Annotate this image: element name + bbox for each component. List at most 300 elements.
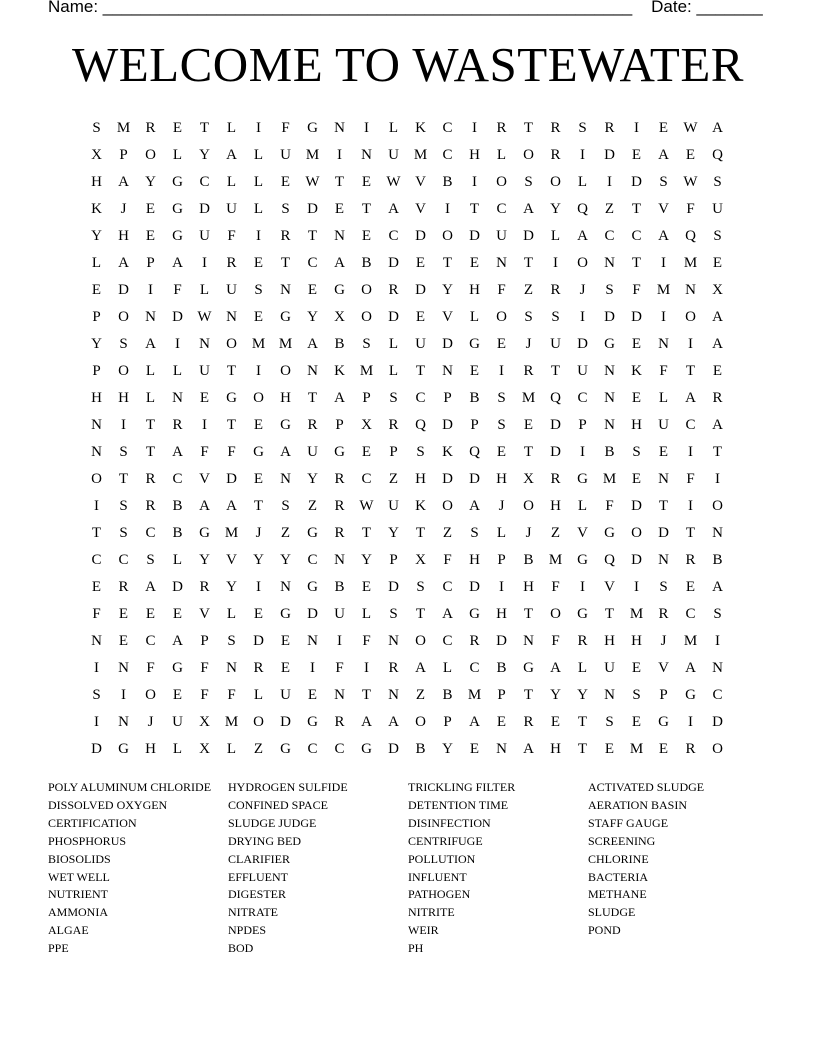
- grid-letter: A: [685, 390, 696, 406]
- grid-letter: O: [712, 498, 723, 514]
- grid-letter: Y: [199, 147, 210, 163]
- grid-letter: D: [415, 228, 426, 244]
- grid-letter: D: [631, 309, 642, 325]
- word-list-item: SLUDGE JUDGE: [228, 815, 317, 830]
- grid-letter: U: [712, 201, 723, 217]
- grid-letter: D: [496, 633, 507, 649]
- grid-letter: R: [658, 606, 669, 622]
- grid-letter: H: [496, 471, 507, 487]
- grid-letter: R: [280, 228, 291, 244]
- grid-letter: D: [91, 741, 102, 757]
- grid-letter: P: [443, 390, 452, 406]
- grid-letter: D: [469, 579, 480, 595]
- grid-letter: T: [469, 201, 480, 217]
- grid-letter: A: [685, 660, 696, 676]
- grid-letter: R: [469, 633, 480, 649]
- grid-letter: U: [334, 606, 345, 622]
- grid-letter: E: [145, 606, 156, 622]
- grid-letter: J: [525, 525, 532, 541]
- grid-letter: O: [253, 390, 264, 406]
- grid-letter: A: [577, 228, 588, 244]
- grid-letter: F: [497, 282, 506, 298]
- grid-letter: N: [685, 282, 696, 298]
- grid-letter: A: [712, 309, 723, 325]
- grid-letter: S: [92, 120, 101, 136]
- grid-letter: C: [388, 228, 399, 244]
- grid-letter: A: [172, 444, 183, 460]
- grid-letter: I: [499, 579, 504, 595]
- word-list-item: DRYING BED: [228, 833, 302, 848]
- grid-letter: R: [685, 741, 696, 757]
- grid-letter: Y: [91, 228, 102, 244]
- grid-letter: L: [226, 741, 237, 757]
- grid-letter: Q: [415, 417, 426, 433]
- grid-letter: S: [389, 390, 398, 406]
- word-list-column: [228, 779, 408, 958]
- grid-letter: P: [497, 687, 506, 703]
- grid-letter: U: [226, 201, 237, 217]
- grid-letter: E: [253, 255, 264, 271]
- grid-letter: N: [496, 255, 507, 271]
- grid-letter: E: [91, 282, 102, 298]
- grid-letter: N: [442, 363, 453, 379]
- grid-letter: V: [415, 201, 426, 217]
- grid-letter: C: [442, 633, 453, 649]
- grid-letter: T: [550, 363, 561, 379]
- grid-letter: G: [361, 741, 372, 757]
- grid-letter: D: [469, 228, 480, 244]
- grid-letter: U: [496, 228, 507, 244]
- grid-letter: M: [278, 336, 293, 352]
- word-list-item: DIGESTER: [228, 887, 286, 902]
- grid-letter: R: [226, 255, 237, 271]
- grid-letter: S: [119, 444, 128, 460]
- grid-letter: I: [688, 444, 693, 460]
- grid-letter: D: [577, 336, 588, 352]
- grid-letter: L: [172, 552, 183, 568]
- grid-letter: E: [280, 174, 291, 190]
- grid-letter: C: [496, 201, 507, 217]
- grid-letter: C: [361, 471, 372, 487]
- grid-letter: N: [91, 633, 102, 649]
- grid-letter: R: [307, 417, 318, 433]
- grid-letter: S: [578, 120, 587, 136]
- grid-letter: E: [631, 390, 642, 406]
- grid-letter: T: [712, 444, 723, 460]
- grid-letter: E: [631, 471, 642, 487]
- grid-letter: D: [604, 309, 615, 325]
- grid-letter: A: [712, 579, 723, 595]
- grid-letter: G: [280, 606, 291, 622]
- grid-letter: I: [661, 255, 666, 271]
- grid-letter: P: [497, 552, 506, 568]
- grid-letter: F: [146, 660, 155, 676]
- grid-letter: I: [202, 417, 207, 433]
- grid-letter: E: [280, 660, 291, 676]
- grid-letter: R: [550, 471, 561, 487]
- grid-letter: E: [145, 201, 156, 217]
- grid-letter: W: [197, 309, 212, 325]
- grid-letter: Z: [550, 525, 561, 541]
- grid-letter: O: [442, 498, 453, 514]
- grid-letter: O: [415, 633, 426, 649]
- grid-letter: A: [469, 714, 480, 730]
- grid-letter: A: [334, 390, 345, 406]
- grid-letter: N: [388, 687, 399, 703]
- grid-letter: H: [631, 633, 642, 649]
- grid-letter: O: [442, 228, 453, 244]
- grid-letter: A: [307, 336, 318, 352]
- grid-letter: N: [604, 255, 615, 271]
- grid-letter: W: [683, 120, 698, 136]
- grid-letter: Y: [145, 174, 156, 190]
- grid-letter: G: [469, 336, 480, 352]
- grid-letter: M: [521, 390, 536, 406]
- grid-letter: E: [631, 714, 642, 730]
- grid-letter: L: [388, 363, 399, 379]
- grid-letter: V: [226, 552, 237, 568]
- grid-letter: P: [200, 633, 209, 649]
- grid-letter: L: [172, 363, 183, 379]
- grid-letter: G: [199, 525, 210, 541]
- grid-letter: I: [607, 174, 612, 190]
- grid-letter: S: [524, 174, 533, 190]
- word-list-item: EFFLUENT: [228, 869, 288, 884]
- grid-letter: E: [631, 660, 642, 676]
- grid-letter: E: [199, 390, 210, 406]
- grid-letter: O: [685, 309, 696, 325]
- grid-letter: G: [307, 120, 318, 136]
- grid-letter: T: [91, 525, 102, 541]
- grid-letter: C: [577, 390, 588, 406]
- grid-letter: Z: [307, 498, 318, 514]
- grid-letter: C: [442, 147, 453, 163]
- grid-letter: N: [118, 714, 129, 730]
- grid-letter: N: [172, 390, 183, 406]
- grid-letter: Z: [388, 471, 399, 487]
- grid-letter: A: [415, 660, 426, 676]
- grid-letter: S: [551, 309, 560, 325]
- grid-letter: I: [580, 147, 585, 163]
- grid-letter: A: [226, 498, 237, 514]
- grid-letter: F: [686, 201, 695, 217]
- grid-letter: E: [550, 714, 561, 730]
- grid-letter: C: [145, 525, 156, 541]
- grid-letter: A: [334, 255, 345, 271]
- grid-letter: G: [604, 336, 615, 352]
- grid-letter: T: [361, 687, 372, 703]
- grid-letter: T: [415, 363, 426, 379]
- word-list-item: NPDES: [228, 923, 267, 938]
- grid-letter: Z: [442, 525, 453, 541]
- word-list-item: HYDROGEN SULFIDE: [228, 780, 348, 794]
- grid-letter: R: [172, 417, 183, 433]
- grid-letter: S: [281, 498, 290, 514]
- word-list-item: METHANE: [588, 887, 647, 902]
- grid-letter: T: [523, 255, 534, 271]
- grid-letter: H: [604, 633, 615, 649]
- grid-letter: Q: [712, 147, 723, 163]
- grid-letter: T: [307, 228, 318, 244]
- word-list-item: NITRATE: [228, 905, 278, 920]
- grid-letter: Y: [361, 552, 372, 568]
- grid-letter: S: [146, 552, 155, 568]
- grid-letter: F: [173, 282, 182, 298]
- grid-letter: I: [580, 579, 585, 595]
- grid-letter: P: [146, 255, 155, 271]
- grid-letter: L: [388, 336, 399, 352]
- grid-letter: T: [280, 255, 291, 271]
- grid-letter: L: [226, 120, 237, 136]
- grid-letter: E: [118, 633, 129, 649]
- grid-letter: N: [604, 417, 615, 433]
- grid-letter: G: [253, 444, 264, 460]
- grid-letter: I: [472, 174, 477, 190]
- grid-letter: L: [361, 606, 372, 622]
- grid-letter: N: [226, 309, 237, 325]
- grid-letter: C: [307, 741, 318, 757]
- grid-letter: I: [553, 255, 558, 271]
- grid-letter: D: [523, 228, 534, 244]
- grid-letter: J: [255, 525, 262, 541]
- grid-letter: U: [550, 336, 561, 352]
- grid-letter: G: [577, 552, 588, 568]
- grid-letter: W: [386, 174, 401, 190]
- grid-letter: D: [172, 309, 183, 325]
- grid-letter: J: [525, 336, 532, 352]
- grid-letter: T: [685, 363, 696, 379]
- grid-letter: H: [469, 147, 480, 163]
- grid-letter: D: [442, 336, 453, 352]
- grid-letter: M: [467, 687, 482, 703]
- grid-letter: T: [253, 498, 264, 514]
- grid-letter: E: [631, 336, 642, 352]
- word-list-item: TRICKLING FILTER: [408, 780, 516, 794]
- grid-letter: I: [688, 714, 693, 730]
- grid-letter: O: [523, 498, 534, 514]
- word-list-item: POND: [588, 923, 621, 938]
- grid-letter: D: [550, 444, 561, 460]
- grid-letter: K: [442, 444, 453, 460]
- grid-letter: G: [685, 687, 696, 703]
- grid-letter: A: [226, 147, 237, 163]
- grid-letter: F: [281, 120, 290, 136]
- grid-letter: N: [604, 363, 615, 379]
- grid-letter: R: [145, 471, 156, 487]
- grid-letter: X: [361, 417, 372, 433]
- grid-letter: O: [361, 309, 372, 325]
- grid-letter: X: [712, 282, 723, 298]
- grid-letter: L: [226, 174, 237, 190]
- grid-letter: D: [415, 282, 426, 298]
- grid-letter: D: [388, 579, 399, 595]
- grid-letter: M: [413, 147, 428, 163]
- grid-letter: N: [658, 336, 669, 352]
- grid-letter: D: [388, 309, 399, 325]
- grid-letter: D: [388, 741, 399, 757]
- grid-letter: I: [94, 498, 99, 514]
- grid-letter: L: [496, 147, 507, 163]
- grid-letter: I: [580, 309, 585, 325]
- grid-letter: R: [496, 120, 507, 136]
- grid-letter: D: [631, 498, 642, 514]
- grid-letter: N: [604, 390, 615, 406]
- word-list-item: PPE: [48, 941, 69, 956]
- grid-letter: C: [712, 687, 723, 703]
- grid-letter: U: [199, 363, 210, 379]
- grid-letter: V: [577, 525, 588, 541]
- grid-letter: A: [712, 336, 723, 352]
- word-list-column: [48, 779, 228, 958]
- grid-letter: R: [523, 714, 534, 730]
- grid-letter: N: [226, 660, 237, 676]
- grid-letter: G: [577, 471, 588, 487]
- grid-letter: U: [577, 363, 588, 379]
- grid-letter: F: [227, 444, 236, 460]
- grid-letter: C: [307, 552, 318, 568]
- grid-letter: U: [388, 498, 399, 514]
- grid-letter: I: [148, 282, 153, 298]
- grid-letter: E: [361, 228, 372, 244]
- grid-letter: P: [362, 390, 371, 406]
- grid-letter: S: [362, 336, 371, 352]
- grid-letter: U: [658, 417, 669, 433]
- grid-letter: Y: [253, 552, 264, 568]
- grid-letter: A: [523, 741, 534, 757]
- grid-letter: E: [496, 714, 507, 730]
- grid-letter: M: [224, 714, 239, 730]
- grid-letter: E: [658, 444, 669, 460]
- grid-letter: G: [334, 444, 345, 460]
- grid-letter: L: [226, 606, 237, 622]
- grid-letter: G: [280, 417, 291, 433]
- grid-letter: T: [658, 498, 669, 514]
- grid-letter: O: [91, 471, 102, 487]
- grid-letter: I: [688, 498, 693, 514]
- grid-letter: S: [659, 579, 668, 595]
- grid-letter: S: [416, 444, 425, 460]
- grid-letter: D: [307, 606, 318, 622]
- grid-letter: A: [145, 579, 156, 595]
- grid-letter: S: [713, 228, 722, 244]
- grid-letter: I: [688, 336, 693, 352]
- grid-letter: O: [496, 309, 507, 325]
- grid-letter: R: [199, 579, 210, 595]
- grid-letter: O: [577, 255, 588, 271]
- grid-letter: M: [683, 255, 698, 271]
- grid-letter: N: [199, 336, 210, 352]
- grid-letter: V: [658, 201, 669, 217]
- grid-letter: K: [631, 363, 642, 379]
- grid-letter: O: [118, 309, 129, 325]
- grid-letter: E: [631, 147, 642, 163]
- grid-letter: T: [361, 201, 372, 217]
- word-list-item: AMMONIA: [48, 905, 108, 920]
- grid-letter: N: [334, 228, 345, 244]
- grid-letter: I: [256, 120, 261, 136]
- grid-letter: L: [253, 174, 264, 190]
- grid-letter: F: [605, 498, 614, 514]
- word-list-item: CHLORINE: [588, 851, 649, 866]
- word-list-item: POLY ALUMINUM CHLORIDE: [48, 780, 212, 794]
- word-list-item: AERATION BASIN: [588, 797, 687, 812]
- grid-letter: I: [364, 660, 369, 676]
- grid-letter: C: [307, 255, 318, 271]
- grid-letter: F: [362, 633, 371, 649]
- grid-letter: G: [280, 741, 291, 757]
- grid-letter: C: [415, 390, 426, 406]
- grid-letter: E: [307, 282, 318, 298]
- grid-letter: E: [253, 606, 264, 622]
- grid-letter: H: [280, 390, 291, 406]
- grid-letter: S: [119, 525, 128, 541]
- grid-letter: M: [224, 525, 239, 541]
- grid-letter: N: [658, 471, 669, 487]
- grid-letter: N: [712, 660, 723, 676]
- grid-letter: E: [415, 255, 426, 271]
- grid-letter: E: [91, 579, 102, 595]
- grid-letter: R: [577, 633, 588, 649]
- grid-letter: D: [253, 633, 264, 649]
- grid-letter: N: [496, 741, 507, 757]
- grid-letter: T: [307, 390, 318, 406]
- grid-letter: L: [145, 390, 156, 406]
- grid-letter: V: [658, 660, 669, 676]
- grid-letter: E: [496, 336, 507, 352]
- grid-letter: T: [442, 255, 453, 271]
- grid-letter: I: [337, 147, 342, 163]
- grid-letter: X: [199, 714, 210, 730]
- grid-letter: T: [415, 606, 426, 622]
- grid-letter: F: [632, 282, 641, 298]
- grid-letter: E: [361, 579, 372, 595]
- word-list-item: DISSOLVED OXYGEN: [48, 797, 168, 812]
- grid-letter: P: [92, 363, 101, 379]
- grid-letter: N: [388, 633, 399, 649]
- grid-letter: L: [577, 498, 588, 514]
- grid-letter: H: [415, 471, 426, 487]
- grid-letter: P: [578, 417, 587, 433]
- grid-letter: L: [496, 525, 507, 541]
- grid-letter: O: [496, 174, 507, 190]
- grid-letter: P: [92, 309, 101, 325]
- word-list-column: [588, 779, 768, 958]
- grid-letter: E: [658, 120, 669, 136]
- grid-letter: N: [658, 552, 669, 568]
- grid-letter: O: [550, 606, 561, 622]
- grid-letter: F: [335, 660, 344, 676]
- grid-letter: O: [712, 741, 723, 757]
- grid-letter: S: [632, 687, 641, 703]
- grid-letter: T: [334, 174, 345, 190]
- grid-letter: O: [226, 336, 237, 352]
- grid-letter: U: [604, 660, 615, 676]
- word-list-item: SLUDGE: [588, 905, 636, 920]
- grid-letter: G: [118, 741, 129, 757]
- grid-letter: E: [172, 687, 183, 703]
- grid-letter: R: [388, 417, 399, 433]
- grid-letter: K: [415, 498, 426, 514]
- word-list-item: POLLUTION: [408, 851, 476, 866]
- grid-letter: U: [307, 444, 318, 460]
- grid-letter: Q: [469, 444, 480, 460]
- grid-letter: I: [472, 120, 477, 136]
- grid-letter: H: [91, 390, 102, 406]
- word-list-item: NITRITE: [408, 905, 455, 920]
- grid-letter: Y: [442, 282, 453, 298]
- grid-letter: X: [415, 552, 426, 568]
- grid-letter: P: [443, 714, 452, 730]
